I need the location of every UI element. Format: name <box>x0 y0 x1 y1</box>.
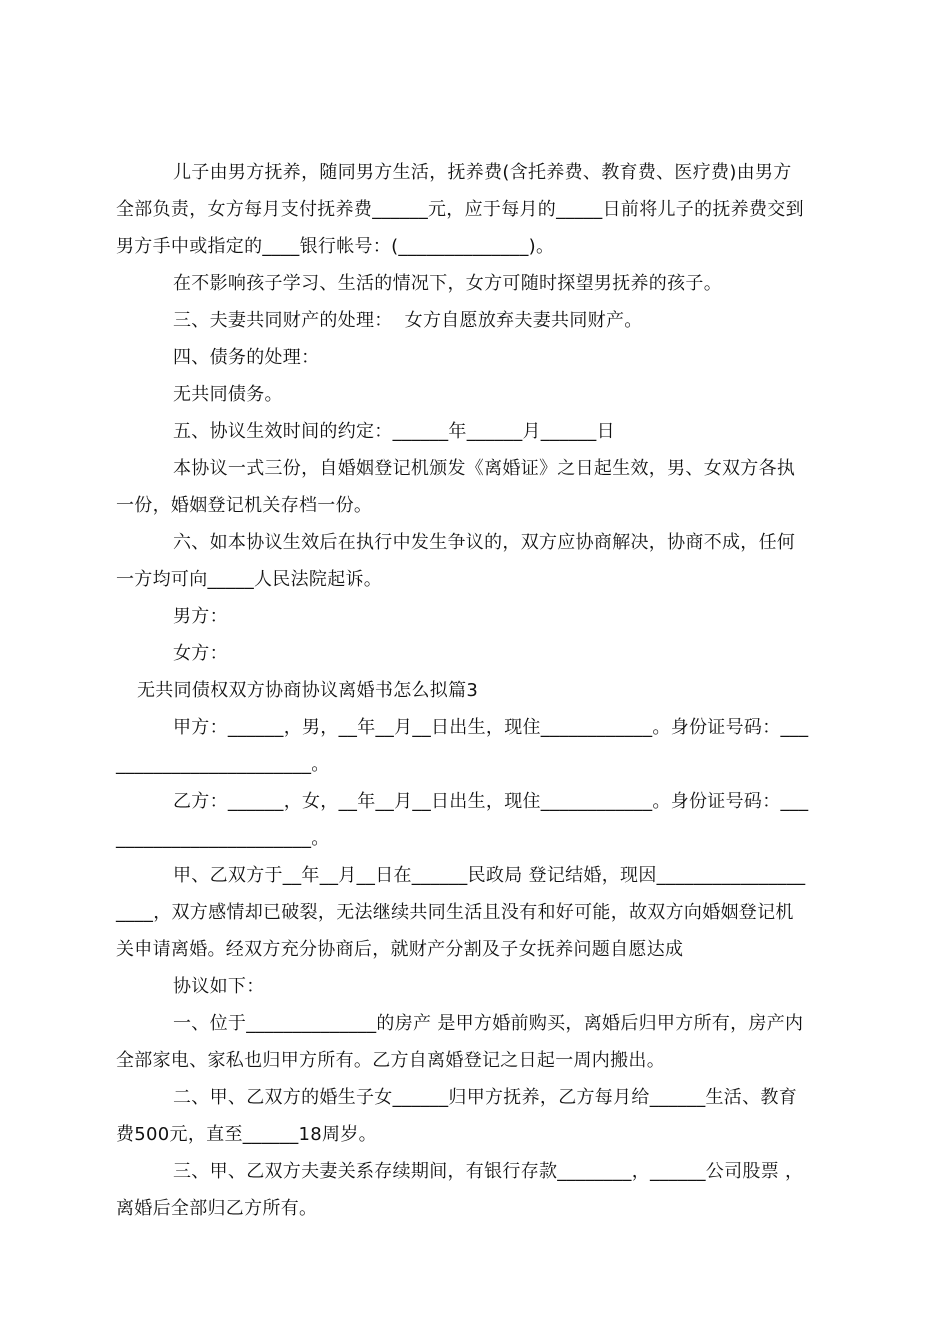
section-heading: 三、夫妻共同财产的处理： 女方自愿放弃夫妻共同财产。 <box>173 310 643 331</box>
section-title: 无共同债权双方协商协议离婚书怎么拟篇3 <box>137 680 479 701</box>
paragraph-line: 协议如下： <box>173 976 265 997</box>
paragraph-line: 离婚后全部归乙方所有。 <box>116 1198 318 1219</box>
party-a-id-line: _____________________。 <box>116 754 330 775</box>
paragraph-line: 本协议一式三份，自婚姻登记机颁发《离婚证》之日起生效，男、女双方各执 <box>173 458 796 479</box>
paragraph-line: 甲、乙双方于__年__月__日在______民政局 登记结婚，现因________________ <box>173 865 806 886</box>
signature-female: 女方： <box>173 643 228 664</box>
clause-three: 三、甲、乙双方夫妻关系存续期间，有银行存款________，______公司股票 ， <box>173 1161 804 1182</box>
party-b-line: 乙方：______，女，__年__月__日出生，现住____________。身份证号码：___ <box>173 791 809 812</box>
paragraph-line: 儿子由男方抚养，随同男方生活，抚养费(含托养费、教育费、医疗费)由男方 <box>173 162 792 183</box>
section-heading: 五、协议生效时间的约定：______年______月______日 <box>173 421 615 442</box>
clause-one: 一、位于______________的房产 是甲方婚前购买，离婚后归甲方所有，房产内 <box>173 1013 804 1034</box>
section-heading: 四、债务的处理： <box>173 347 320 368</box>
paragraph-line: 在不影响孩子学习、生活的情况下，女方可随时探望男抚养的孩子。 <box>173 273 722 294</box>
paragraph-line: 费500元，直至______18周岁。 <box>116 1124 377 1145</box>
paragraph-line: 一份，婚姻登记机关存档一份。 <box>116 495 373 516</box>
paragraph-line: 无共同债务。 <box>173 384 283 405</box>
party-a-line: 甲方：______，男，__年__月__日出生，现住____________。身份证号码：___ <box>173 717 809 738</box>
paragraph-line: 全部家电、家私也归甲方所有。乙方自离婚登记之日起一周内搬出。 <box>116 1050 665 1071</box>
clause-two: 二、甲、乙双方的婚生子女______归甲方抚养，乙方每月给______生活、教育 <box>173 1087 797 1108</box>
paragraph-line: 全部负责，女方每月支付抚养费______元，应于每月的_____日前将儿子的抚养费交到 <box>116 199 804 220</box>
section-heading: 六、如本协议生效后在执行中发生争议的，双方应协商解决，协商不成，任何 <box>173 532 796 553</box>
paragraph-line: ____，双方感情却已破裂，无法继续共同生活且没有和好可能，故双方向婚姻登记机 <box>116 902 794 923</box>
paragraph-line: 关申请离婚。经双方充分协商后，就财产分割及子女抚养问题自愿达成 <box>116 939 684 960</box>
paragraph-line: 一方均可向_____人民法院起诉。 <box>116 569 383 590</box>
party-b-id-line: _____________________。 <box>116 828 330 849</box>
paragraph-line: 男方手中或指定的____银行帐号：(______________)。 <box>116 236 555 257</box>
signature-male: 男方： <box>173 606 228 627</box>
